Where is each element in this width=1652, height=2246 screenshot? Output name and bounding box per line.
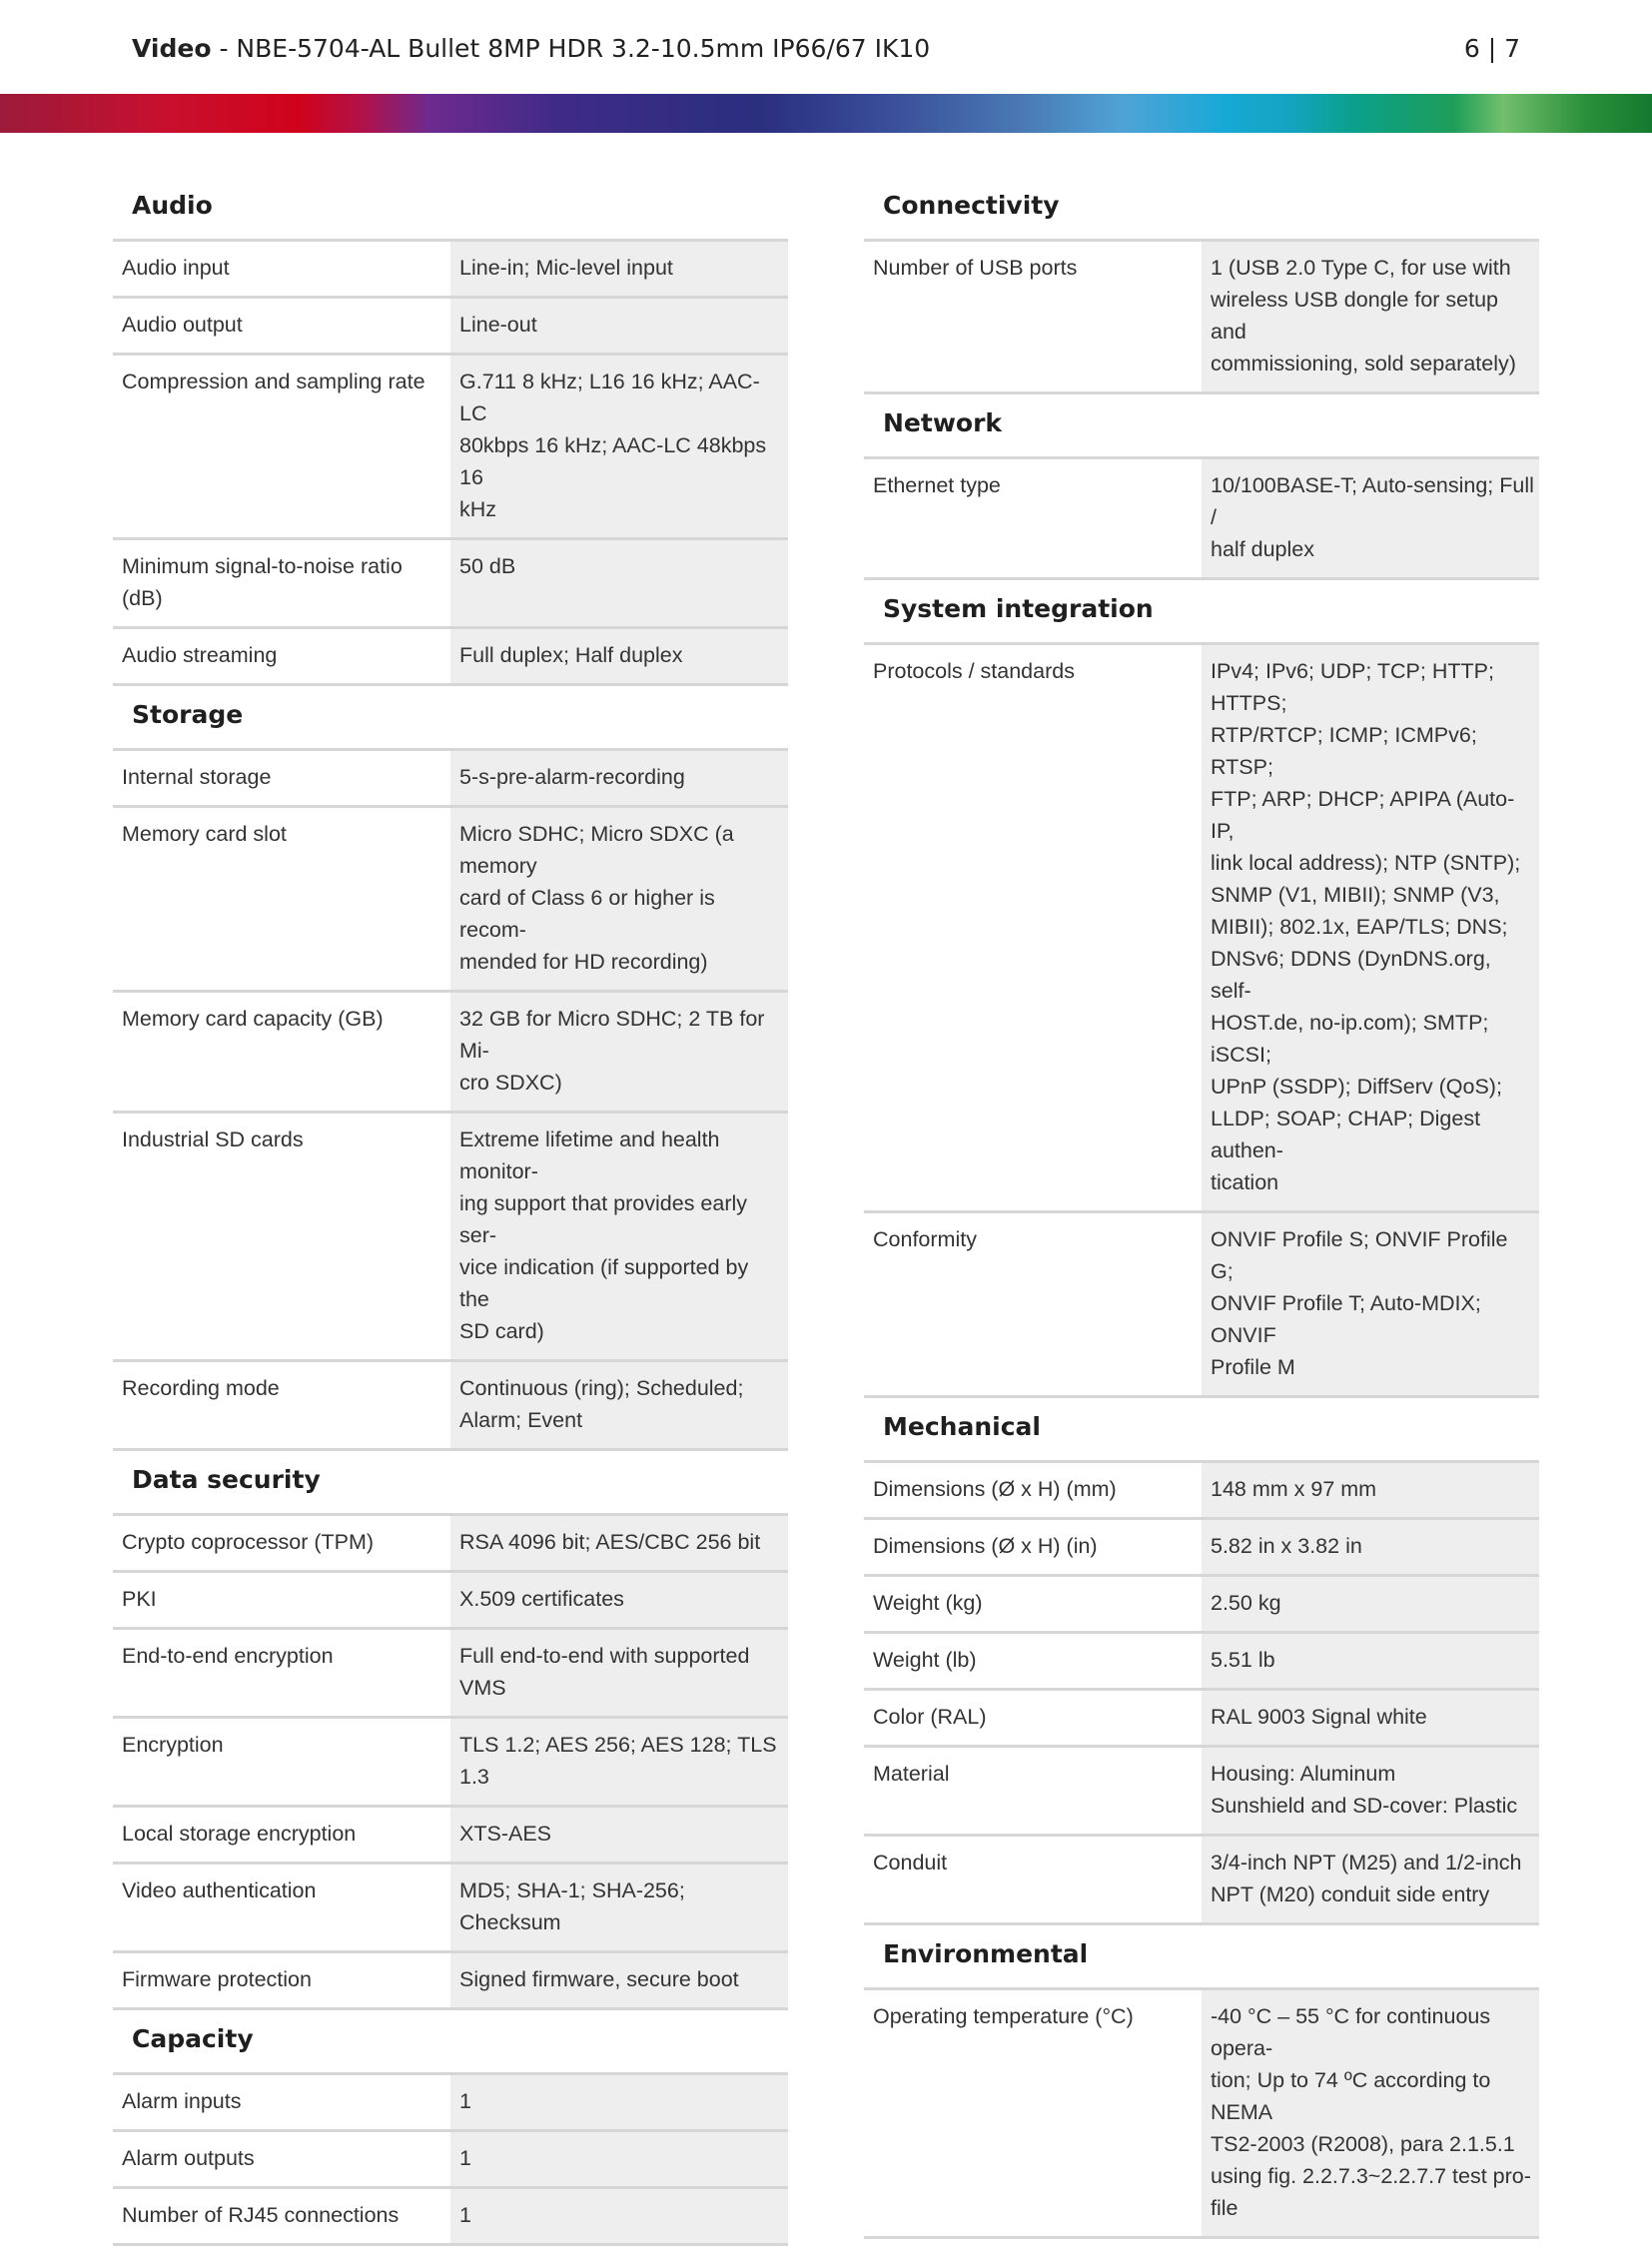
- spec-label: End-to-end encryption: [122, 1644, 334, 1668]
- spec-row: [113, 356, 788, 540]
- spec-row: [864, 645, 1539, 1213]
- spec-row: [113, 1630, 788, 1719]
- spec-row: [864, 1213, 1539, 1398]
- spec-value: 1: [450, 2075, 788, 2129]
- spec-label: Minimum signal-to-noise ratio (dB): [122, 554, 403, 610]
- page-header: [132, 34, 1520, 74]
- section-title-storage: Storage: [113, 686, 788, 751]
- spec-row: [113, 540, 788, 629]
- spec-label: Audio input: [122, 256, 230, 280]
- spec-value: 1: [450, 2189, 788, 2243]
- spec-row: [113, 1719, 788, 1808]
- spec-row: [113, 1362, 788, 1451]
- spec-label: Audio streaming: [122, 643, 278, 667]
- spec-row: [113, 1808, 788, 1865]
- spec-label: Crypto coprocessor (TPM): [122, 1530, 375, 1554]
- spec-value: XTS-AES: [450, 1808, 788, 1862]
- spec-value: Signed firmware, secure boot: [450, 1953, 788, 2007]
- spec-row: [113, 242, 788, 299]
- spec-label: Compression and sampling rate: [122, 370, 425, 393]
- spec-row: [113, 629, 788, 686]
- spec-value: 5.51 lb: [1202, 1634, 1539, 1688]
- spec-label: Number of USB ports: [873, 256, 1078, 280]
- doc-type: Video: [132, 34, 212, 63]
- spec-row: [864, 1577, 1539, 1634]
- product-title: - NBE-5704-AL Bullet 8MP HDR 3.2-10.5mm IP66/67 IK10: [211, 34, 931, 63]
- spec-value: X.509 certificates: [450, 1573, 788, 1627]
- spec-value: ONVIF Profile S; ONVIF Profile G; ONVIF Profile T; Auto-MDIX; ONVIF Profile M: [1202, 1213, 1539, 1395]
- spec-row: [864, 1520, 1539, 1577]
- section-title-network: Network: [864, 394, 1539, 459]
- spec-label: Industrial SD cards: [122, 1127, 304, 1151]
- spec-label: Dimensions (Ø x H) (in): [873, 1534, 1098, 1558]
- spec-value: 50 dB: [450, 540, 788, 626]
- spec-row: [864, 1463, 1539, 1520]
- section-title-system-integration: System integration: [864, 580, 1539, 645]
- right-spec-column: [864, 177, 1539, 2239]
- spec-value: Line-in; Mic-level input: [450, 242, 788, 296]
- spec-label: Alarm outputs: [122, 2146, 255, 2170]
- spec-value: MD5; SHA-1; SHA-256; Checksum: [450, 1865, 788, 1950]
- spec-value: Full end-to-end with supported VMS: [450, 1630, 788, 1716]
- spec-row: [113, 1953, 788, 2010]
- spec-value: Extreme lifetime and health monitor- ing support that provides early ser- vice indication (if supported by the SD card): [450, 1114, 788, 1359]
- spec-row: [113, 1865, 788, 1953]
- spec-value: IPv4; IPv6; UDP; TCP; HTTP; HTTPS; RTP/RTCP; ICMP; ICMPv6; RTSP; FTP; ARP; DHCP; APIPA (Auto-IP, link local address); NTP (SNTP); SNMP (V1, MIBII); SNMP (V3, MIBII); 802.1x, EAP/TLS; DNS; DNSv6; DDNS (DynDNS.org, self- HOST.de, no-ip.com); SMTP; iSCSI; UPnP (SSDP); DiffServ (QoS); LLDP; SOAP; CHAP; Digest authen- tication: [1202, 645, 1539, 1210]
- spec-row: [113, 1114, 788, 1362]
- spec-label: Audio output: [122, 313, 243, 337]
- spec-row: [864, 459, 1539, 580]
- spec-row: [864, 1691, 1539, 1748]
- spec-label: PKI: [122, 1587, 157, 1611]
- spec-value: TLS 1.2; AES 256; AES 128; TLS 1.3: [450, 1719, 788, 1805]
- spec-value: Continuous (ring); Scheduled; Alarm; Event: [450, 1362, 788, 1448]
- spec-value: Full duplex; Half duplex: [450, 629, 788, 683]
- spec-label: Memory card slot: [122, 822, 287, 846]
- spec-label: Conformity: [873, 1227, 977, 1251]
- spec-label: Color (RAL): [873, 1705, 987, 1729]
- section-title-capacity: Capacity: [113, 2010, 788, 2075]
- spec-value: 32 GB for Micro SDHC; 2 TB for Mi- cro SDXC): [450, 993, 788, 1111]
- spec-label: Alarm inputs: [122, 2089, 242, 2113]
- spec-value: 3/4-inch NPT (M25) and 1/2-inch NPT (M20) conduit side entry: [1202, 1837, 1539, 1922]
- spec-row: [864, 1634, 1539, 1691]
- spec-value: RSA 4096 bit; AES/CBC 256 bit: [450, 1516, 788, 1570]
- spec-row: [113, 1573, 788, 1630]
- spec-row: [864, 1837, 1539, 1925]
- spec-value: RAL 9003 Signal white: [1202, 1691, 1539, 1745]
- spec-row: [864, 242, 1539, 394]
- spec-row: [113, 751, 788, 808]
- spec-label: Firmware protection: [122, 1967, 312, 1991]
- spec-value: Housing: Aluminum Sunshield and SD-cover: Plastic: [1202, 1748, 1539, 1834]
- spec-value: G.711 8 kHz; L16 16 kHz; AAC-LC 80kbps 16 kHz; AAC-LC 48kbps 16 kHz: [450, 356, 788, 537]
- spec-row: [113, 808, 788, 993]
- spec-label: Local storage encryption: [122, 1822, 357, 1846]
- spec-label: Weight (kg): [873, 1591, 983, 1615]
- spec-value: -40 °C – 55 °C for continuous opera- tion; Up to 74 ºC according to NEMA TS2-2003 (R2008), para 2.1.5.1 using fig. 2.2.7.3~2.2.7.7 test pro- file: [1202, 1990, 1539, 2236]
- spec-label: Material: [873, 1762, 950, 1786]
- spec-value: 148 mm x 97 mm: [1202, 1463, 1539, 1517]
- section-title-environmental: Environmental: [864, 1925, 1539, 1990]
- spec-label: Number of RJ45 connections: [122, 2203, 400, 2227]
- spec-label: Video authentication: [122, 1878, 317, 1902]
- spec-label: Internal storage: [122, 765, 272, 789]
- spec-row: [864, 1748, 1539, 1837]
- spec-label: Operating temperature (°C): [873, 2004, 1134, 2028]
- spec-value: 1 (USB 2.0 Type C, for use with wireless USB dongle for setup and commissioning, sold separately): [1202, 242, 1539, 391]
- spec-row: [113, 2075, 788, 2132]
- section-title-connectivity: Connectivity: [864, 177, 1539, 242]
- spec-label: Encryption: [122, 1733, 224, 1757]
- spec-row: [113, 299, 788, 356]
- brand-color-band: [0, 94, 1652, 133]
- spec-label: Ethernet type: [873, 473, 1001, 497]
- spec-label: Dimensions (Ø x H) (mm): [873, 1477, 1117, 1501]
- spec-label: Protocols / standards: [873, 659, 1075, 683]
- spec-label: Memory card capacity (GB): [122, 1007, 384, 1031]
- spec-value: Micro SDHC; Micro SDXC (a memory card of Class 6 or higher is recom- mended for HD recording): [450, 808, 788, 990]
- spec-label: Recording mode: [122, 1376, 280, 1400]
- page-number: 6 | 7: [1463, 34, 1520, 63]
- spec-row: [113, 993, 788, 1114]
- section-title-audio: Audio: [113, 177, 788, 242]
- spec-row: [113, 1516, 788, 1573]
- spec-value: Line-out: [450, 299, 788, 353]
- spec-row: [113, 2132, 788, 2189]
- spec-label: Conduit: [873, 1851, 948, 1874]
- spec-value: 5.82 in x 3.82 in: [1202, 1520, 1539, 1574]
- spec-value: 10/100BASE-T; Auto-sensing; Full / half duplex: [1202, 459, 1539, 577]
- section-title-mechanical: Mechanical: [864, 1398, 1539, 1463]
- spec-row: [113, 2189, 788, 2246]
- spec-label: Weight (lb): [873, 1648, 977, 1672]
- section-title-data-security: Data security: [113, 1451, 788, 1516]
- left-spec-column: [113, 177, 788, 2246]
- spec-value: 2.50 kg: [1202, 1577, 1539, 1631]
- spec-value: 5-s-pre-alarm-recording: [450, 751, 788, 805]
- spec-value: 1: [450, 2132, 788, 2186]
